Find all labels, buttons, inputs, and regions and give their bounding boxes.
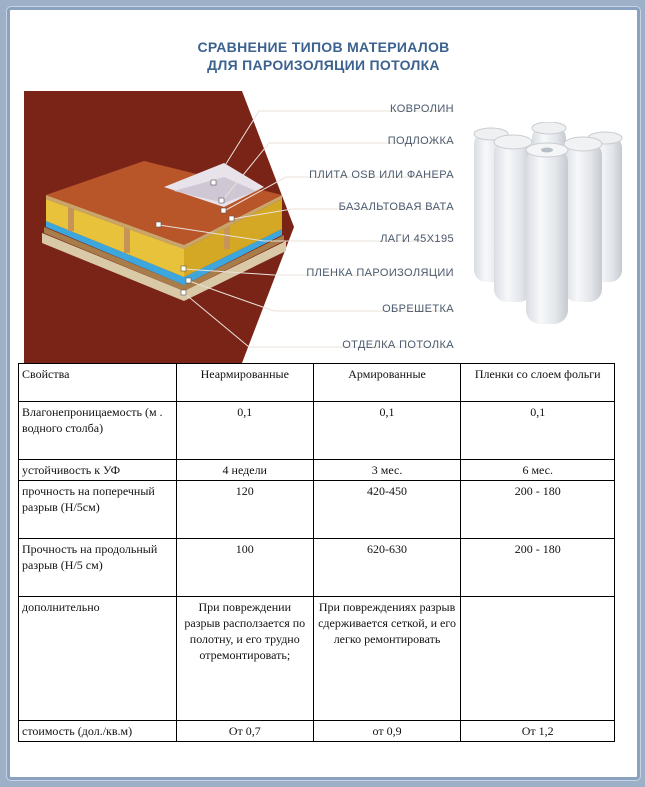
header-properties: Свойства	[19, 364, 177, 402]
label-vapor-film: ПЛЕНКА ПАРОИЗОЛЯЦИИ	[306, 267, 454, 279]
cell-value: 3 мес.	[313, 460, 461, 481]
roll-group	[474, 122, 622, 324]
page-title	[10, 38, 637, 74]
cell-value: От 1,2	[461, 721, 615, 742]
cell-value: При повреждении разрыв расползается по полотну, и его трудно отремонтировать;	[176, 597, 313, 721]
cell-value: 620-630	[313, 539, 461, 597]
table-row	[19, 539, 615, 597]
cell-property: устойчивость к УФ	[19, 460, 177, 481]
cell-value: 100	[176, 539, 313, 597]
header-non-reinforced: Неармированные	[176, 364, 313, 402]
cell-value: От 0,7	[176, 721, 313, 742]
label-ceiling-finish: ОТДЕЛКА ПОТОЛКА	[342, 339, 454, 351]
table-row	[19, 481, 615, 539]
cell-value: 120	[176, 481, 313, 539]
cell-value: 420-450	[313, 481, 461, 539]
title-line-2: ДЛЯ ПАРОИЗОЛЯЦИИ ПОТОЛКА	[207, 57, 440, 73]
cell-value: от 0,9	[313, 721, 461, 742]
table-row	[19, 597, 615, 721]
cell-property: Влагонепроницаемость (м . водного столба)	[19, 402, 177, 460]
title-line-1: СРАВНЕНИЕ ТИПОВ МАТЕРИАЛОВ	[197, 39, 450, 55]
cell-property: Прочность на продольный разрыв (Н/5 см)	[19, 539, 177, 597]
comparison-table	[18, 363, 615, 742]
cell-property: дополнительно	[19, 597, 177, 721]
label-joists: ЛАГИ 45Х195	[380, 233, 454, 245]
cell-property: прочность на поперечный разрыв (Н/5см)	[19, 481, 177, 539]
layers-illustration	[24, 91, 454, 363]
cell-value: 200 - 180	[461, 481, 615, 539]
table-header-row	[19, 364, 615, 402]
cell-value: 0,1	[461, 402, 615, 460]
cell-value: 200 - 180	[461, 539, 615, 597]
cell-value: 0,1	[176, 402, 313, 460]
joist-1	[68, 205, 74, 231]
cell-value: 0,1	[313, 402, 461, 460]
label-osb: ПЛИТА OSB ИЛИ ФАНЕРА	[309, 169, 454, 181]
joist-2	[124, 225, 130, 253]
table-row	[19, 460, 615, 481]
layers-diagram	[24, 91, 454, 363]
cell-value	[461, 597, 615, 721]
label-carpet: КОВРОЛИН	[390, 103, 454, 115]
header-foil-films: Пленки со слоем фольги	[461, 364, 615, 402]
cell-property: стоимость (дол./кв.м)	[19, 721, 177, 742]
cell-value: При повреждениях разрыв сдерживается сеткой, и его легко ремонтировать	[313, 597, 461, 721]
label-lathing: ОБРЕШЕТКА	[382, 303, 454, 315]
film-rolls-photo	[460, 122, 628, 330]
cell-value: 4 недели	[176, 460, 313, 481]
table-row	[19, 721, 615, 742]
table-row	[19, 402, 615, 460]
label-basalt-wool: БАЗАЛЬТОВАЯ ВАТА	[338, 201, 454, 213]
cell-value: 6 мес.	[461, 460, 615, 481]
film-rolls-image	[460, 122, 628, 330]
header-reinforced: Армированные	[313, 364, 461, 402]
label-underlay: ПОДЛОЖКА	[387, 135, 454, 147]
